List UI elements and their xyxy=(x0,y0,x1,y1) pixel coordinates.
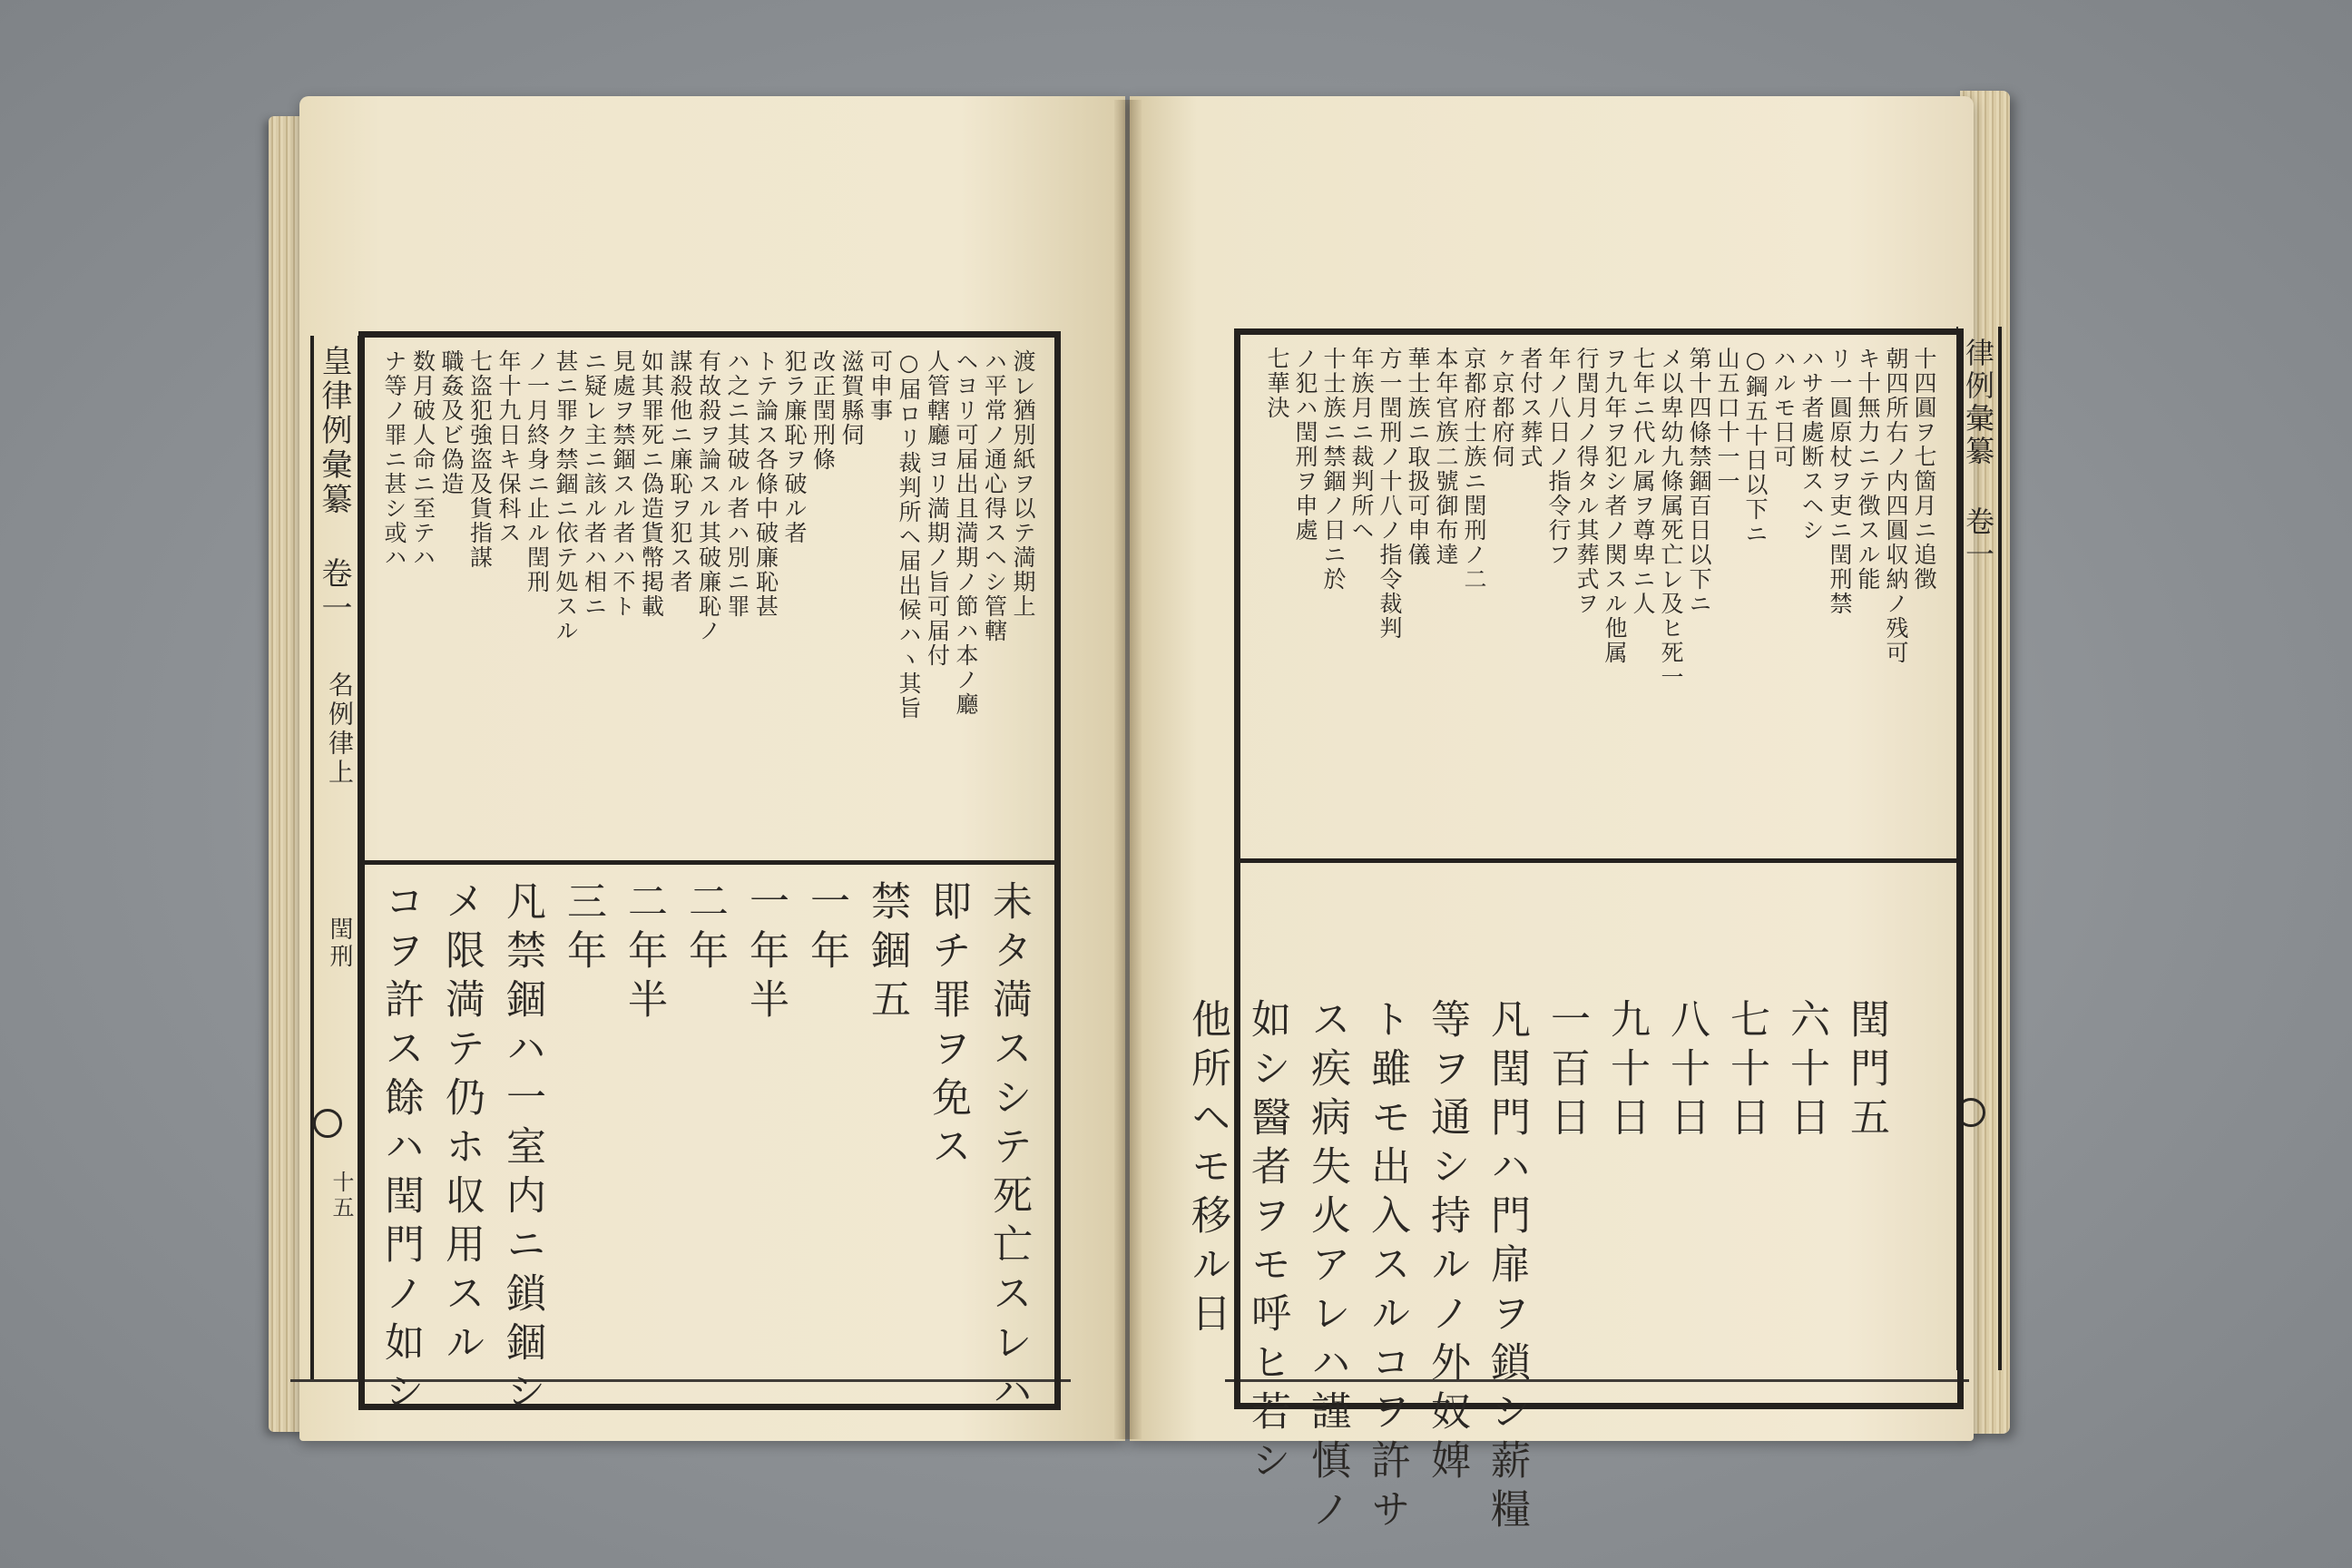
note-column: 渡レ猶別紙ヲ以テ満期上 xyxy=(1010,349,1036,619)
note-column: 者付ス葬式 xyxy=(1517,347,1544,469)
text-column: メ限満テ仍ホ収用スル xyxy=(438,880,485,1370)
running-title-left: 名例律上 xyxy=(325,671,355,788)
text-column: ト雖モ出入スルコヲ許サ xyxy=(1364,998,1410,1537)
note-column: 十士族ニ禁錮ノ日ニ於 xyxy=(1320,347,1347,592)
note-column: 見處ヲ禁錮スル者ハ不ト xyxy=(610,349,636,619)
spine-title-right: 律例彙纂 卷一 xyxy=(1961,338,1995,572)
note-column: 滋賀縣伺 xyxy=(838,349,865,447)
text-column: 未タ満スシテ死亡スレハ xyxy=(985,880,1032,1419)
text-column: 三年 xyxy=(560,880,606,978)
text-column: 二年半 xyxy=(621,880,667,1027)
text-column: 六十日 xyxy=(1783,998,1829,1145)
note-column: 数月破人命ニ至テハ xyxy=(409,349,436,570)
note-column: ヲ九年ヲ犯シ者ノ関スル他属 xyxy=(1602,347,1628,665)
text-column: 即チ罪ヲ免ス xyxy=(925,880,971,1174)
note-column: メ以卑幼九條属死亡レ及ヒ死一 xyxy=(1658,347,1684,690)
note-column: ノ犯ハ閏刑ヲ申處 xyxy=(1292,347,1318,543)
note-column: 方一閏刑ノ十八ノ指令裁判 xyxy=(1377,347,1403,641)
note-column: リ一圓原杖ヲ吏ニ閏刑禁 xyxy=(1827,347,1853,616)
note-column: 如其罪死ニ偽造貨幣掲載 xyxy=(638,349,665,619)
page-number-left: 十五 xyxy=(328,1171,354,1221)
note-column: 可申事 xyxy=(867,349,894,423)
note-column: 職姦及ビ偽造 xyxy=(438,349,465,496)
spine-title-left: 皇律例彙纂 卷一 xyxy=(316,345,352,626)
text-column: 閏門五 xyxy=(1843,998,1889,1145)
left-frame-divider xyxy=(358,860,1061,865)
note-column: ○鋼五十日以下ニ xyxy=(1742,347,1769,546)
note-column: 華士族ニ取扱可申儀 xyxy=(1405,347,1431,567)
text-column: 二年 xyxy=(681,880,728,978)
text-column: 一百日 xyxy=(1544,998,1590,1145)
text-column: 禁錮五 xyxy=(864,880,910,1027)
note-column: 改正閏刑條 xyxy=(809,349,837,472)
note-column: 七年ニ代ル属ヲ尊卑ニ人 xyxy=(1630,347,1656,616)
note-column: 七盗犯強盗及貨指謀 xyxy=(466,349,494,570)
note-column: 年ノ八日ノ指令行フ xyxy=(1545,347,1572,567)
note-column: ニ疑レ主ニ該ル者ハ相ニ xyxy=(581,349,608,619)
fold-mark-left xyxy=(313,1109,342,1138)
note-column: キ十無力ニテ徴スル能 xyxy=(1855,347,1881,592)
book-gutter xyxy=(1114,100,1142,1439)
text-column: 凡禁錮ハ一室内ニ鎖錮シ xyxy=(499,880,545,1419)
note-column: ノ一月終身ニ止ル閏刑 xyxy=(524,349,551,594)
note-column: 第十四條禁錮百日以下ニ xyxy=(1686,347,1712,616)
note-column: 謀殺他ニ廉恥ヲ犯ス者 xyxy=(667,349,693,594)
note-column: 七華決 xyxy=(1264,347,1290,420)
text-column: 如シ醫者ヲモ呼ヒ若シ xyxy=(1244,998,1290,1488)
note-column: 年十九日キ保科ス xyxy=(495,349,522,545)
note-column: ヶ京都府伺 xyxy=(1489,347,1515,469)
note-column: ハルモ日可 xyxy=(1770,347,1797,469)
note-column: 京都府士族ニ閏刑ノ二 xyxy=(1461,347,1487,592)
note-column: 十四圓ヲ七箇月ニ追徴 xyxy=(1911,347,1937,592)
note-column: トテ論ス各條中破廉恥甚 xyxy=(752,349,779,619)
note-column: ナ等ノ罪ニ甚シ或ハ xyxy=(381,349,407,570)
section-label-left: 閏刑 xyxy=(326,916,353,971)
note-column: 年族月ニ裁判所ヘ xyxy=(1348,347,1375,543)
note-column: ヘヨリ可届出且満期ノ節ハ本ノ廳 xyxy=(953,349,979,717)
text-column: 八十日 xyxy=(1663,998,1710,1145)
note-column: 山五口十一一 xyxy=(1714,347,1740,494)
note-column: 犯ラ廉恥ヲ破ル者 xyxy=(781,349,808,545)
note-column: 人管轄廳ヨリ満期ノ旨可届付 xyxy=(924,349,951,668)
text-column: コヲ許ス餘ハ閏門ノ如シ xyxy=(377,880,424,1419)
text-column: 等ヲ通シ持ルノ外奴婢 xyxy=(1424,998,1470,1488)
note-column: 朝四所右ノ内四圓収納ノ残可 xyxy=(1883,347,1909,665)
note-column: ハ平常ノ通心得スヘシ管轄 xyxy=(981,349,1008,643)
note-column: 行閏月ノ得タル其葬式ヲ xyxy=(1573,347,1600,616)
note-column: 本年官族二號御布達 xyxy=(1433,347,1459,567)
right-frame-divider xyxy=(1234,858,1964,863)
note-column: 有故殺ヲ論スル其破廉恥ノ xyxy=(695,349,722,643)
note-column: 甚ニ罪ク禁錮ニ依テ処スル xyxy=(553,349,579,643)
note-column: ハサ者處断スヘシ xyxy=(1798,347,1825,543)
text-column: 他所ヘモ移ル日 xyxy=(1184,998,1230,1341)
text-column: 凡閏門ハ門扉ヲ鎖シ薪糧 xyxy=(1484,998,1530,1537)
note-column: ○届ロリ裁判所ヘ届出候ハヽ其旨 xyxy=(896,349,922,720)
text-column: ス疾病失火アレハ謹慎ノ xyxy=(1304,998,1350,1537)
text-column: 九十日 xyxy=(1603,998,1650,1145)
text-column: 一年 xyxy=(803,880,849,978)
text-column: 七十日 xyxy=(1723,998,1769,1145)
note-column: ハ之ニ其破ル者ハ別ニ罪 xyxy=(724,349,750,619)
text-column: 一年半 xyxy=(742,880,789,1027)
